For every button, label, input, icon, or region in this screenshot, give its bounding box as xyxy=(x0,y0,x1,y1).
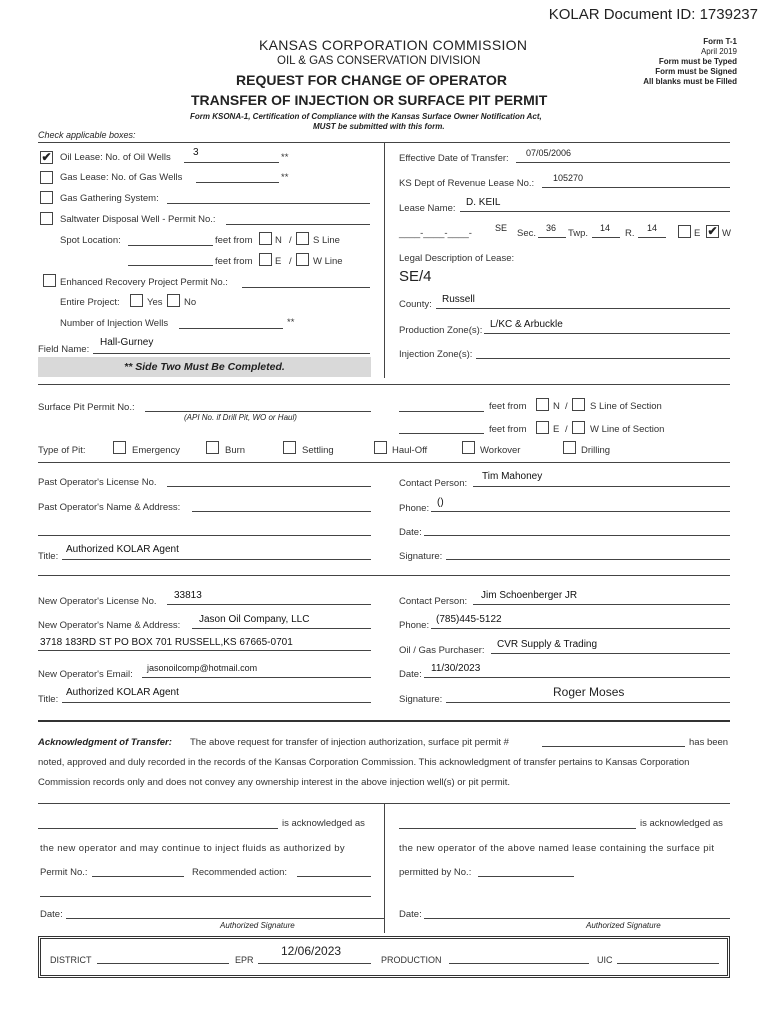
sec-label: Sec. xyxy=(517,228,537,239)
legal-desc-label: Legal Description of Lease: xyxy=(399,253,515,264)
past-contact-label: Contact Person: xyxy=(399,478,468,489)
past-license-label: Past Operator's License No. xyxy=(38,477,157,488)
past-address-line[interactable] xyxy=(38,535,371,536)
ack-left-date-line[interactable] xyxy=(66,918,384,919)
ks-dept-line xyxy=(542,187,730,188)
field-name-value[interactable]: Hall-Gurney xyxy=(100,337,154,348)
pit-settling-checkbox[interactable] xyxy=(283,441,296,454)
form-title-1: REQUEST FOR CHANGE OF OPERATOR xyxy=(236,72,507,88)
form-date: April 2019 xyxy=(700,47,737,56)
pit-drilling-label: Drilling xyxy=(581,445,611,456)
county-line xyxy=(436,308,730,309)
range-e-label: E xyxy=(694,228,701,239)
ks-dept-value[interactable]: 105270 xyxy=(553,173,584,183)
footer-production-line[interactable] xyxy=(449,963,589,964)
oil-wells-line xyxy=(184,162,279,163)
past-license-line[interactable] xyxy=(167,486,371,487)
county-label: County: xyxy=(399,299,432,310)
ack-lead: Acknowledgment of Transfer: xyxy=(38,737,172,748)
gas-gathering-checkbox[interactable] xyxy=(40,191,53,204)
range-value[interactable]: 14 xyxy=(647,223,658,233)
past-name-line[interactable] xyxy=(192,511,371,512)
ksona-note: Form KSONA-1, Certification of Compliance with the Kansas Surface Owner Notification Act, xyxy=(190,112,542,121)
pit-ns-feet-line[interactable] xyxy=(399,411,484,412)
type-of-pit-label: Type of Pit: xyxy=(38,445,86,456)
saltwater-label: Saltwater Disposal Well - Permit No.: xyxy=(60,214,216,225)
ack-permitted-by-label: permitted by No.: xyxy=(399,867,472,878)
field-name-label: Field Name: xyxy=(38,344,90,355)
spot-s-line-label: S Line xyxy=(313,235,340,246)
pit-n-checkbox[interactable] xyxy=(536,398,549,411)
twp-label: Twp. xyxy=(568,228,589,239)
ack-right-auth-sig: Authorized Signature xyxy=(586,921,661,930)
footer-epr-line xyxy=(258,963,371,964)
new-phone-line xyxy=(431,628,730,629)
range-e-checkbox[interactable] xyxy=(678,225,691,238)
oil-wells-stars: ** xyxy=(281,152,289,163)
past-title-value[interactable]: Authorized KOLAR Agent xyxy=(66,544,179,555)
purchaser-label: Oil / Gas Purchaser: xyxy=(399,645,485,656)
ack-permit-line[interactable] xyxy=(542,746,685,747)
entire-project-yes-label: Yes xyxy=(147,297,163,308)
ack-left-is-ack: is acknowledged as xyxy=(282,818,365,829)
effective-date-line xyxy=(516,162,730,163)
past-phone-line xyxy=(431,511,730,512)
num-injection-label: Number of Injection Wells xyxy=(60,318,169,329)
typed-note: Form must be Typed xyxy=(658,57,737,66)
new-email-label: New Operator's Email: xyxy=(38,669,133,680)
gas-wells-stars: ** xyxy=(281,172,289,183)
spot-n-checkbox[interactable] xyxy=(259,232,272,245)
new-license-label: New Operator's License No. xyxy=(38,596,157,607)
past-phone-label: Phone: xyxy=(399,503,430,514)
production-zones-value[interactable]: L/KC & Arbuckle xyxy=(490,319,563,330)
lease-name-line xyxy=(460,211,730,212)
pit-s-line-label: S Line of Section xyxy=(590,401,662,412)
twp-line xyxy=(592,237,620,238)
range-line xyxy=(638,237,666,238)
entire-project-no-label: No xyxy=(184,297,197,308)
ks-dept-label: KS Dept of Revenue Lease No.: xyxy=(399,178,535,189)
spot-n-label: N xyxy=(275,235,282,246)
past-phone-value[interactable]: () xyxy=(437,497,444,508)
spot-ew-feet-line[interactable] xyxy=(128,265,213,266)
ack-right-is-ack: is acknowledged as xyxy=(640,818,723,829)
range-label: R. xyxy=(625,228,635,239)
new-contact-value[interactable]: Jim Schoenberger JR xyxy=(481,590,578,601)
injection-zones-line[interactable] xyxy=(476,358,730,359)
document-id: KOLAR Document ID: 1739237 xyxy=(548,6,758,23)
pit-s-checkbox[interactable] xyxy=(572,398,585,411)
saltwater-permit-line[interactable] xyxy=(226,224,370,225)
ack-line-2: noted, approved and duly recorded in the records of the Kansas Corporation Commission. This acknowledgment of transfer pertains to Kansas Corporation xyxy=(38,757,690,768)
new-signature-value[interactable]: Roger Moses xyxy=(553,685,625,699)
pit-ew-feet-line[interactable] xyxy=(399,433,484,434)
new-title-value[interactable]: Authorized KOLAR Agent xyxy=(66,687,179,698)
county-value[interactable]: Russell xyxy=(442,294,475,305)
spot-e-label: E xyxy=(275,256,282,267)
pit-n-label: N xyxy=(553,401,560,412)
footer-uic-label: UIC xyxy=(597,955,613,965)
effective-date-label: Effective Date of Transfer: xyxy=(399,153,509,164)
pit-e-label: E xyxy=(553,424,560,435)
pit-workover-checkbox[interactable] xyxy=(462,441,475,454)
entire-project-label: Entire Project: xyxy=(60,297,120,308)
ack-rec-action-line-2[interactable] xyxy=(40,896,371,897)
pit-feet-from-ew: feet from xyxy=(489,424,527,435)
lease-name-label: Lease Name: xyxy=(399,203,456,214)
pit-divider xyxy=(38,384,730,385)
new-date-line xyxy=(424,677,730,678)
footer-district-label: DISTRICT xyxy=(50,955,92,965)
new-email-line xyxy=(142,677,371,678)
new-title-label: Title: xyxy=(38,694,59,705)
gas-gathering-line[interactable] xyxy=(167,203,370,204)
ack-left-date-label: Date: xyxy=(40,909,63,920)
pit-emergency-checkbox[interactable] xyxy=(113,441,126,454)
new-title-line xyxy=(62,702,371,703)
range-w-checkbox[interactable]: ✔ xyxy=(707,224,718,238)
lease-name-value[interactable]: D. KEIL xyxy=(466,197,501,208)
production-zones-line xyxy=(484,333,730,334)
new-name-value[interactable]: Jason Oil Company, LLC xyxy=(199,614,310,625)
side-two-banner xyxy=(38,357,371,377)
spot-ns-feet-line[interactable] xyxy=(128,245,213,246)
form-id: Form T-1 xyxy=(703,37,737,46)
past-contact-line xyxy=(473,486,730,487)
effective-date-value[interactable]: 07/05/2006 xyxy=(526,148,572,158)
pit-burn-checkbox[interactable] xyxy=(206,441,219,454)
injection-zones-label: Injection Zone(s): xyxy=(399,349,473,360)
enhanced-recovery-checkbox[interactable] xyxy=(43,274,56,287)
pit-api-note: (API No. if Drill Pit, WO or Haul) xyxy=(184,413,297,422)
gas-wells-line[interactable] xyxy=(196,182,279,183)
ack-line-3: Commission records only and does not convey any ownership interest in the above injection well(s) or pit permit. xyxy=(38,777,511,788)
pit-haul-off-label: Haul-Off xyxy=(392,445,428,456)
pit-settling-label: Settling xyxy=(302,445,334,456)
ack-left-auth-sig: Authorized Signature xyxy=(220,921,295,930)
ack-right-new-operator: the new operator of the above named lease containing the surface pit xyxy=(399,843,715,854)
enhanced-permit-line[interactable] xyxy=(242,287,370,288)
field-name-line xyxy=(93,353,370,354)
twp-value[interactable]: 14 xyxy=(600,223,611,233)
ack-left-name-line[interactable] xyxy=(38,828,278,829)
spot-e-checkbox[interactable] xyxy=(259,253,272,266)
num-injection-line[interactable] xyxy=(179,328,283,329)
spot-w-checkbox[interactable] xyxy=(296,253,309,266)
spot-s-checkbox[interactable] xyxy=(296,232,309,245)
entire-project-no-checkbox[interactable] xyxy=(167,294,180,307)
quarter-dashes: ____-____-____- xyxy=(399,228,472,239)
footer-epr-label: EPR xyxy=(235,955,254,965)
new-signature-label: Signature: xyxy=(399,694,443,705)
purchaser-line xyxy=(491,653,730,654)
footer-production-label: PRODUCTION xyxy=(381,955,442,965)
ack-divider xyxy=(38,720,730,722)
filled-note: All blanks must be Filled xyxy=(643,77,737,86)
saltwater-checkbox[interactable] xyxy=(40,212,53,225)
pit-w-checkbox[interactable] xyxy=(572,421,585,434)
signed-note: Form must be Signed xyxy=(655,67,737,76)
pit-permit-line[interactable] xyxy=(145,411,371,412)
past-title-label: Title: xyxy=(38,551,59,562)
past-name-address-label: Past Operator's Name & Address: xyxy=(38,502,181,513)
spot-feet-from-ew: feet from xyxy=(215,256,253,267)
agency-name: KANSAS CORPORATION COMMISSION xyxy=(259,37,528,53)
entire-project-yes-checkbox[interactable] xyxy=(130,294,143,307)
quarter-value[interactable]: SE xyxy=(495,223,508,233)
division-name: OIL & GAS CONSERVATION DIVISION xyxy=(277,55,481,67)
gas-gathering-label: Gas Gathering System: xyxy=(60,193,159,204)
pit-w-line-label: W Line of Section xyxy=(590,424,665,435)
past-title-line xyxy=(62,559,371,560)
footer-uic-line[interactable] xyxy=(617,963,719,964)
range-w-label: W xyxy=(722,228,731,239)
new-name-address-label: New Operator's Name & Address: xyxy=(38,620,181,631)
new-phone-label: Phone: xyxy=(399,620,430,631)
new-contact-line xyxy=(473,604,730,605)
new-license-line xyxy=(167,604,371,605)
new-divider xyxy=(38,575,730,576)
past-signature-line[interactable] xyxy=(446,559,730,560)
pit-permit-label: Surface Pit Permit No.: xyxy=(38,402,135,413)
oil-lease-label: Oil Lease: No. of Oil Wells xyxy=(60,152,171,163)
enhanced-recovery-label: Enhanced Recovery Project Permit No.: xyxy=(60,277,228,288)
new-license-value[interactable]: 33813 xyxy=(174,590,202,601)
pit-workover-label: Workover xyxy=(480,445,521,456)
ack-has-been: has been xyxy=(689,737,729,748)
ack-right-name-line[interactable] xyxy=(399,828,636,829)
past-divider xyxy=(38,462,730,463)
gas-lease-checkbox[interactable] xyxy=(40,171,53,184)
ack-line-1: The above request for transfer of injection authorization, surface pit permit # xyxy=(190,737,509,748)
new-address-value[interactable]: 3718 183RD ST PO BOX 701 RUSSELL,KS 67665-0701 xyxy=(40,637,293,648)
ksona-note-2: MUST be submitted with this form. xyxy=(313,122,445,131)
check-applicable-label: Check applicable boxes: xyxy=(38,130,136,140)
new-address-line xyxy=(38,650,371,651)
gas-lease-label: Gas Lease: No. of Gas Wells xyxy=(60,172,183,183)
new-phone-value[interactable]: (785)445-5122 xyxy=(436,614,502,625)
spot-w-line-label: W Line xyxy=(313,256,343,267)
footer-district-line[interactable] xyxy=(97,963,229,964)
new-signature-line xyxy=(446,702,730,703)
past-contact-value[interactable]: Tim Mahoney xyxy=(482,471,543,482)
ack-column-divider xyxy=(384,803,385,933)
past-date-label: Date: xyxy=(399,527,422,538)
past-date-line[interactable] xyxy=(424,535,730,536)
form-title-2: TRANSFER OF INJECTION OR SURFACE PIT PERMIT xyxy=(191,92,548,108)
new-email-value[interactable]: jasonoilcomp@hotmail.com xyxy=(147,663,258,673)
new-name-line xyxy=(192,628,371,629)
column-divider xyxy=(384,142,385,378)
legal-desc-value[interactable]: SE/4 xyxy=(399,268,432,285)
pit-e-checkbox[interactable] xyxy=(536,421,549,434)
ack-rec-action-label: Recommended action: xyxy=(192,867,288,878)
new-date-label: Date: xyxy=(399,669,422,680)
spot-location-label: Spot Location: xyxy=(60,235,121,246)
new-date-value[interactable]: 11/30/2023 xyxy=(431,663,481,674)
pit-feet-from-ns: feet from xyxy=(489,401,527,412)
pit-drilling-checkbox[interactable] xyxy=(563,441,576,454)
new-contact-label: Contact Person: xyxy=(399,596,468,607)
purchaser-value[interactable]: CVR Supply & Trading xyxy=(497,639,598,650)
ack-right-date-label: Date: xyxy=(399,909,422,920)
sec-value[interactable]: 36 xyxy=(546,223,557,233)
ack-rec-action-line[interactable] xyxy=(297,876,371,877)
pit-haul-off-checkbox[interactable] xyxy=(374,441,387,454)
pit-emergency-label: Emergency xyxy=(132,445,181,456)
num-injection-stars: ** xyxy=(287,317,295,328)
past-signature-label: Signature: xyxy=(399,551,443,562)
spot-feet-from-ns: feet from xyxy=(215,235,253,246)
ack-permit-no-label: Permit No.: xyxy=(40,867,88,878)
ack-permitted-by-line[interactable] xyxy=(478,876,574,877)
production-zones-label: Production Zone(s): xyxy=(399,325,483,336)
oil-wells-value[interactable]: 3 xyxy=(193,147,199,158)
ack-right-date-line[interactable] xyxy=(424,918,730,919)
sec-line xyxy=(538,237,566,238)
ack-left-new-operator: the new operator and may continue to inject fluids as authorized by xyxy=(40,843,345,854)
ack-permit-no-line[interactable] xyxy=(92,876,184,877)
pit-burn-label: Burn xyxy=(225,445,246,456)
oil-lease-checkbox[interactable]: ✔ xyxy=(41,150,52,164)
footer-epr-value[interactable]: 12/06/2023 xyxy=(281,944,342,958)
side-two-text: ** Side Two Must Be Completed. xyxy=(124,361,285,373)
